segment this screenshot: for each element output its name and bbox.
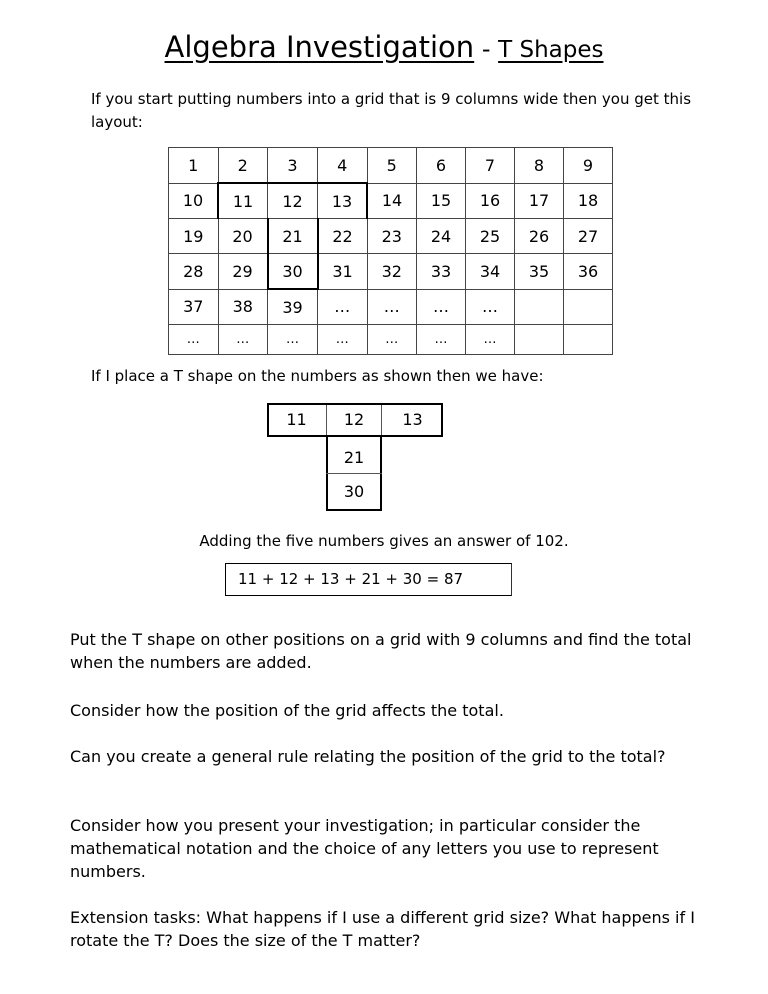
grid-row bbox=[169, 148, 613, 184]
grid-cell: 7 bbox=[466, 148, 515, 184]
grid-cell: 31 bbox=[318, 254, 368, 290]
grid-cell: 23 bbox=[367, 219, 417, 254]
grid-cell: 17 bbox=[515, 183, 564, 219]
grid-row bbox=[169, 254, 613, 290]
t-cell-stem-2: 30 bbox=[343, 482, 365, 501]
grid-cell: 38 bbox=[218, 289, 268, 325]
grid-cell: 29 bbox=[218, 254, 268, 290]
t-cell-right: 13 bbox=[402, 410, 423, 429]
grid-cell: 16 bbox=[466, 183, 515, 219]
title-main: Algebra Investigation bbox=[164, 30, 475, 64]
number-grid bbox=[168, 147, 613, 355]
grid-cell: 1 bbox=[169, 148, 219, 184]
grid-row bbox=[169, 219, 613, 254]
grid-cell: 11 bbox=[218, 183, 268, 219]
grid-cell: … bbox=[268, 325, 318, 355]
grid-cell: 37 bbox=[169, 289, 219, 325]
grid-cell: 15 bbox=[417, 183, 466, 219]
grid-row bbox=[169, 325, 613, 355]
grid-cell: 18 bbox=[564, 183, 613, 219]
grid-cell: … bbox=[218, 325, 268, 355]
grid-cell: 9 bbox=[564, 148, 613, 184]
grid-cell: 10 bbox=[169, 183, 219, 219]
grid-cell bbox=[564, 289, 613, 325]
grid-row bbox=[169, 289, 613, 325]
grid-cell: 4 bbox=[318, 148, 368, 184]
grid-cell: 27 bbox=[564, 219, 613, 254]
grid-cell: 25 bbox=[466, 219, 515, 254]
t-cell-left: 11 bbox=[286, 410, 307, 429]
grid-row bbox=[169, 183, 613, 219]
adding-text: Adding the five numbers gives an answer of 102. bbox=[199, 532, 569, 550]
t-cell-stem-1: 21 bbox=[343, 448, 365, 467]
grid-cell: 8 bbox=[515, 148, 564, 184]
grid-cell: 36 bbox=[564, 254, 613, 290]
grid-cell: 2 bbox=[218, 148, 268, 184]
grid-cell: 32 bbox=[367, 254, 417, 290]
t-shape-diagram bbox=[267, 403, 443, 511]
grid-cell: 39 bbox=[268, 289, 318, 325]
instruction-paragraph: Can you create a general rule relating the position of the grid to the total? bbox=[70, 747, 666, 766]
sum-box: 11 + 12 + 13 + 21 + 30 = 87 bbox=[225, 563, 512, 596]
grid-cell: … bbox=[169, 325, 219, 355]
grid-cell: … bbox=[367, 289, 417, 325]
grid-cell: 26 bbox=[515, 219, 564, 254]
grid-cell: 24 bbox=[417, 219, 466, 254]
grid-cell: 21 bbox=[268, 219, 318, 254]
page-title bbox=[0, 30, 768, 64]
grid-cell: … bbox=[318, 325, 368, 355]
instruction-paragraph: Consider how the position of the grid affects the total. bbox=[70, 701, 504, 720]
instruction-paragraph: Put the T shape on other positions on a grid with 9 columns and find the total when the numbers are added. bbox=[70, 630, 692, 672]
grid-cell bbox=[564, 325, 613, 355]
grid-cell: 30 bbox=[268, 254, 318, 290]
grid-cell: … bbox=[417, 289, 466, 325]
grid-cell: 12 bbox=[268, 183, 318, 219]
intro-text: If you start putting numbers into a grid that is 9 columns wide then you get this layout: bbox=[91, 90, 692, 131]
placement-text: If I place a T shape on the numbers as shown then we have: bbox=[91, 367, 544, 385]
grid-cell: 33 bbox=[417, 254, 466, 290]
grid-cell bbox=[515, 325, 564, 355]
grid-cell: 19 bbox=[169, 219, 219, 254]
grid-cell: 34 bbox=[466, 254, 515, 290]
grid-cell: … bbox=[318, 289, 368, 325]
grid-cell: … bbox=[466, 289, 515, 325]
grid-cell: 28 bbox=[169, 254, 219, 290]
grid-cell: 20 bbox=[218, 219, 268, 254]
grid-cell: … bbox=[367, 325, 417, 355]
grid-cell: 13 bbox=[318, 183, 368, 219]
title-sub: T Shapes bbox=[498, 37, 604, 63]
grid-cell: 6 bbox=[417, 148, 466, 184]
title-dash: - bbox=[474, 35, 499, 63]
grid-cell: … bbox=[417, 325, 466, 355]
instruction-paragraph: Consider how you present your investigation; in particular consider the mathematical notation and the choice of any letters you use to represent numbers. bbox=[70, 816, 659, 881]
grid-cell: 35 bbox=[515, 254, 564, 290]
grid-cell: 5 bbox=[367, 148, 417, 184]
grid-cell: 22 bbox=[318, 219, 368, 254]
t-cell-middle: 12 bbox=[343, 410, 365, 429]
grid-cell: 14 bbox=[367, 183, 417, 219]
extension-paragraph: Extension tasks: What happens if I use a different grid size? What happens if I rotate the T? Does the size of the T matter? bbox=[70, 908, 695, 950]
grid-cell: 3 bbox=[268, 148, 318, 184]
grid-cell: … bbox=[466, 325, 515, 355]
grid-cell bbox=[515, 289, 564, 325]
